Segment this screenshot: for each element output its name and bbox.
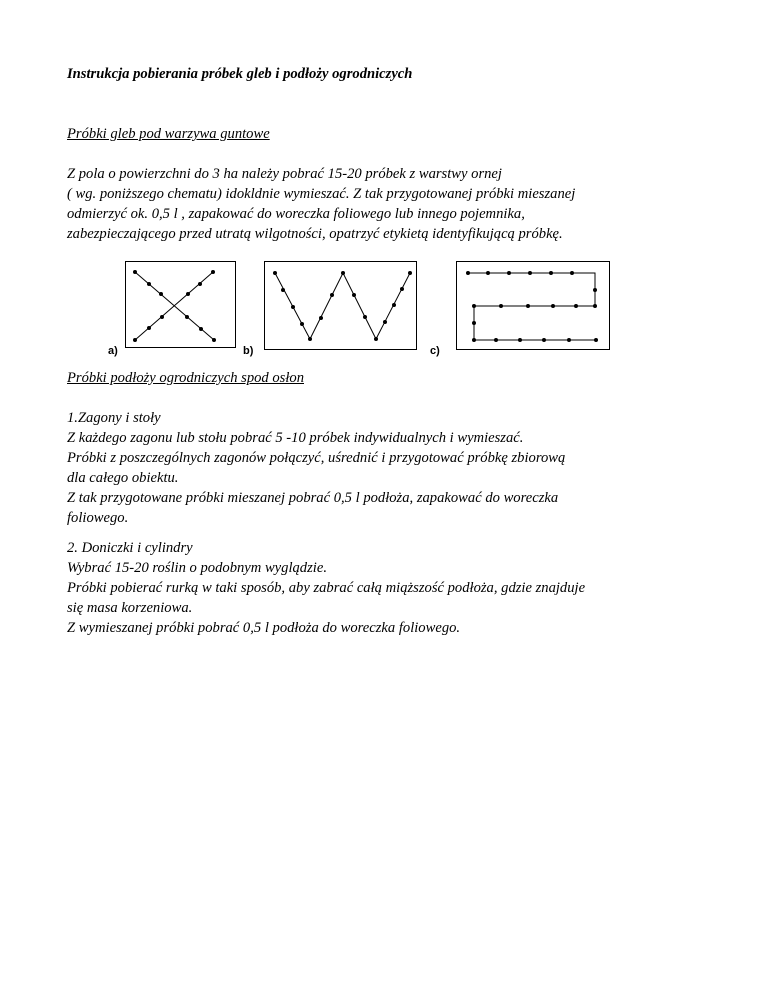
sample-point: [392, 303, 396, 307]
text-line: Próbki pobierać rurką w taki sposób, aby zabrać całą miąższość podłoża, gdzie znajduje: [67, 580, 586, 596]
text-line: się masa korzeniowa.: [67, 600, 193, 616]
sample-point: [526, 304, 530, 308]
sample-point: [594, 338, 598, 342]
sample-point: [147, 282, 151, 286]
sample-point: [593, 304, 597, 308]
sample-point: [472, 304, 476, 308]
sample-point: [472, 321, 476, 325]
sample-point: [133, 338, 137, 342]
sample-point: [494, 338, 498, 342]
sample-point: [211, 270, 215, 274]
sample-point: [486, 271, 490, 275]
sample-point: [363, 315, 367, 319]
sample-point: [319, 316, 323, 320]
sample-point: [199, 327, 203, 331]
sampling-diagram-w-pattern: [264, 261, 418, 351]
sample-point: [352, 293, 356, 297]
text-line: Z każdego zagonu lub stołu pobrać 5 -10 próbek indywidualnych i wymieszać.: [67, 430, 524, 446]
sample-point: [273, 271, 277, 275]
sample-point: [570, 271, 574, 275]
diagram-label-a: a): [108, 345, 118, 357]
sample-point: [549, 271, 553, 275]
sample-point: [185, 315, 189, 319]
paragraph-soil-instructions: [67, 164, 575, 244]
sample-point: [466, 271, 470, 275]
sample-point: [198, 282, 202, 286]
text-line: Próbki z poszczególnych zagonów połączyć, uśrednić i przygotować próbkę zbiorową: [67, 450, 566, 466]
sample-point: [133, 270, 137, 274]
w-path: [275, 273, 410, 339]
text-line: Z pola o powierzchni do 3 ha należy pobrać 15-20 próbek z warstwy ornej: [67, 166, 502, 182]
sample-point: [551, 304, 555, 308]
text-line: zabezpieczającego przed utratą wilgotności, opatrzyć etykietą identyfikującą próbkę.: [67, 226, 563, 242]
diagram-label-b: b): [243, 345, 254, 357]
sample-point: [400, 287, 404, 291]
sampling-diagram-x-pattern: [125, 261, 237, 349]
sample-point: [291, 305, 295, 309]
subsection-heading: 2. Doniczki i cylindry: [67, 540, 193, 556]
sample-point: [507, 271, 511, 275]
text-line: ( wg. poniższego chematu) idokldnie wymieszać. Z tak przygotowanej próbki mieszanej: [67, 186, 576, 202]
text-line: Z wymieszanej próbki pobrać 0,5 l podłoża do woreczka foliowego.: [67, 620, 461, 636]
text-line: foliowego.: [67, 510, 129, 526]
sample-point: [408, 271, 412, 275]
text-line: Z tak przygotowane próbki mieszanej pobrać 0,5 l podłoża, zapakować do woreczka: [67, 490, 559, 506]
diagram-frame: [126, 262, 236, 348]
sample-point: [147, 326, 151, 330]
sample-point: [528, 271, 532, 275]
sample-point: [383, 320, 387, 324]
sample-point: [212, 338, 216, 342]
section-heading-soil: Próbki gleb pod warzywa guntowe: [67, 126, 270, 142]
text-line: odmierzyć ok. 0,5 l , zapakować do woreczka foliowego lub innego pojemnika,: [67, 206, 525, 222]
sample-point: [300, 322, 304, 326]
document-title: Instrukcja pobierania próbek gleb i podłoży ogrodniczych: [67, 66, 413, 82]
text-line: dla całego obiektu.: [67, 470, 179, 486]
diagram-label-c: c): [430, 345, 440, 357]
sample-point: [186, 292, 190, 296]
sample-point: [281, 288, 285, 292]
text-line: Wybrać 15-20 roślin o podobnym wyglądzie.: [67, 560, 327, 576]
sample-point: [159, 292, 163, 296]
sample-point: [574, 304, 578, 308]
sample-point: [330, 293, 334, 297]
sample-point: [160, 315, 164, 319]
sample-point: [472, 338, 476, 342]
sample-point: [499, 304, 503, 308]
sampling-diagram-serpentine-pattern: [456, 261, 611, 351]
sample-point: [308, 337, 312, 341]
section-heading-substrates: Próbki podłoży ogrodniczych spod osłon: [67, 370, 304, 386]
sample-point: [542, 338, 546, 342]
sample-point: [518, 338, 522, 342]
paragraph-pots-and-cylinders: [67, 538, 585, 638]
sample-point: [374, 337, 378, 341]
sample-point: [341, 271, 345, 275]
sample-point: [567, 338, 571, 342]
paragraph-beds-and-tables: [67, 408, 565, 528]
sample-point: [593, 288, 597, 292]
subsection-heading: 1.Zagony i stoły: [67, 410, 161, 426]
